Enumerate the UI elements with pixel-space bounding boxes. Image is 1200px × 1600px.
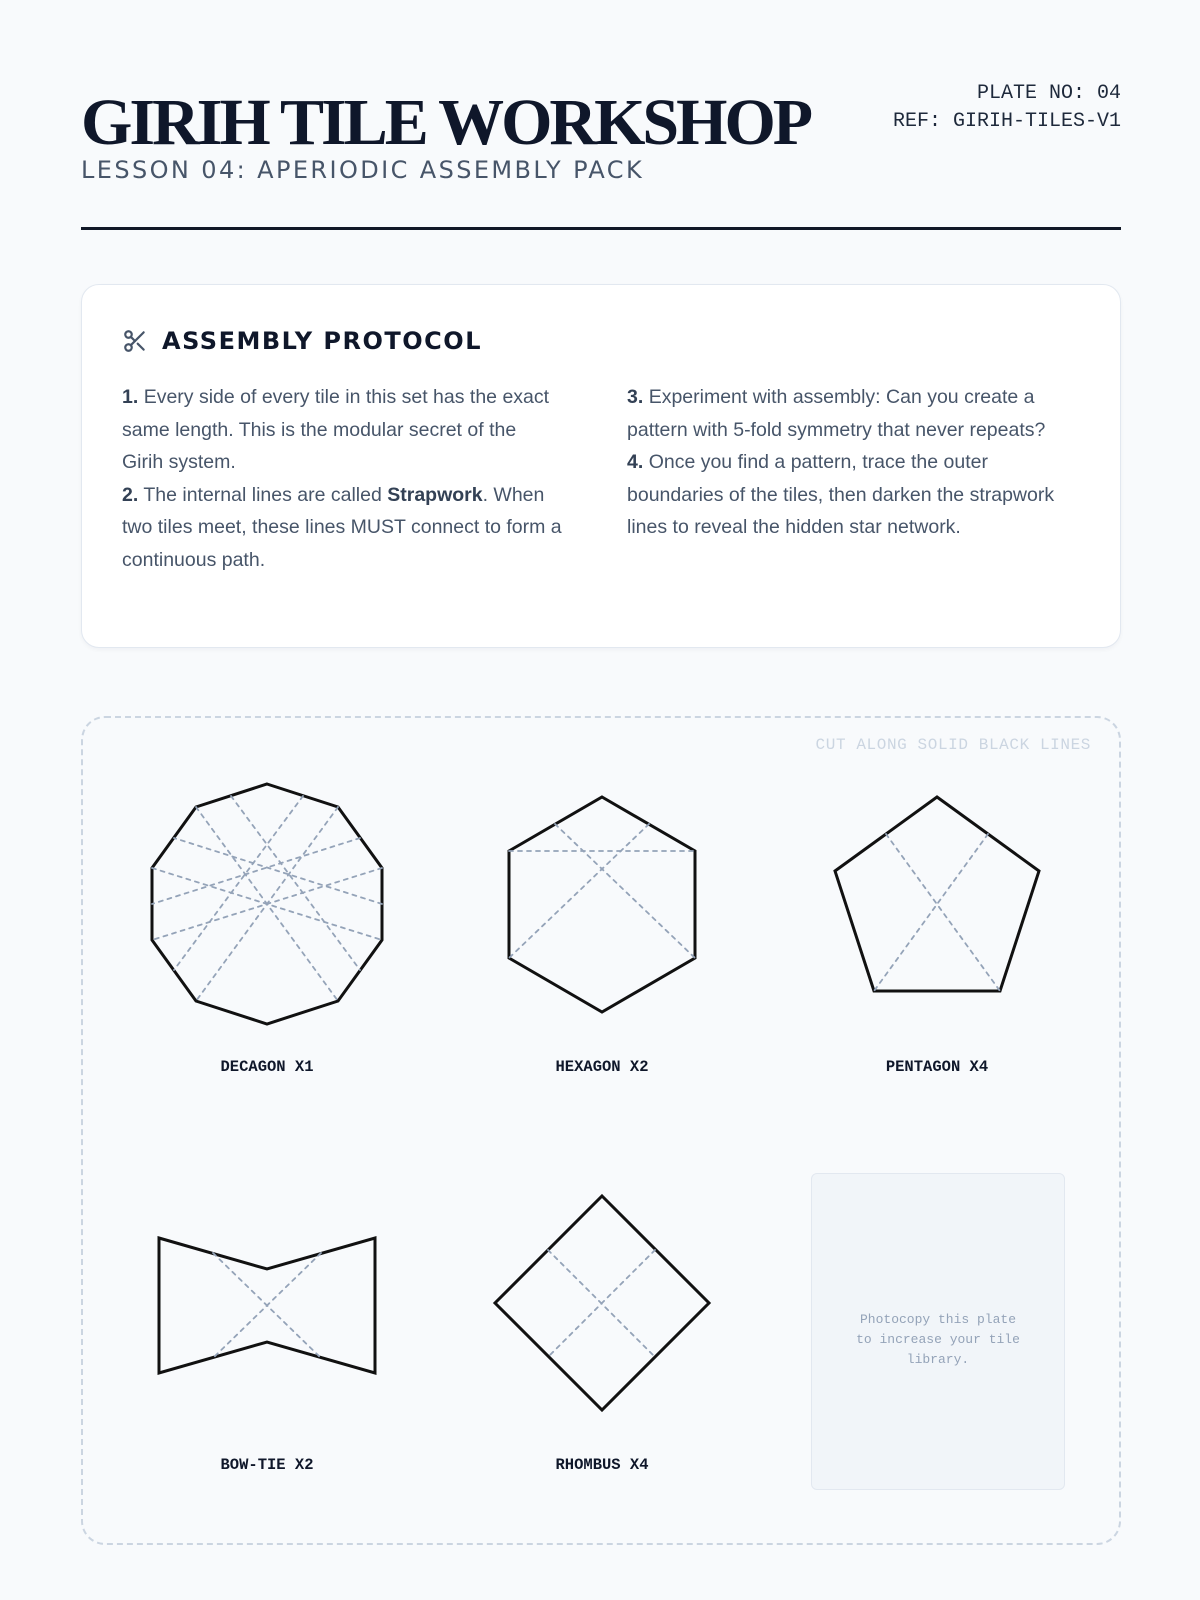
decagon-strapwork (152, 796, 382, 1001)
decagon-tile[interactable] (152, 784, 382, 1024)
step-2 (122, 479, 562, 577)
steps-column-left (122, 381, 562, 576)
assembly-protocol-card (81, 284, 1121, 648)
step-3 (627, 381, 1067, 446)
steps-column-right (627, 381, 1067, 544)
step-number: 3. (627, 386, 644, 408)
protocol-title: ASSEMBLY PROTOCOL (162, 327, 482, 355)
scissors-icon (122, 328, 148, 354)
protocol-header (122, 327, 482, 355)
hexagon-strapwork (509, 824, 695, 958)
hexagon-label: HEXAGON X2 (555, 1058, 649, 1076)
rhombus-strapwork (548, 1250, 655, 1357)
step-text: Experiment with assembly: Can you create a pattern with 5-fold symmetry that never repeats? (627, 386, 1046, 441)
step-number: 4. (627, 451, 644, 473)
cutout-sheet (81, 716, 1121, 1545)
pentagon-tile[interactable] (835, 797, 1039, 991)
step-text: Every side of every tile in this set has the exact same length. This is the modular secret of the Girih system. (122, 386, 550, 473)
photocopy-note: Photocopy this plate to increase your tile library. (856, 1312, 1020, 1367)
plate-reference: REF: GIRIH-TILES-V1 (892, 110, 1121, 133)
hexagon-tile[interactable] (509, 797, 695, 1012)
step-number: 2. (122, 483, 139, 506)
bow-tie-label: BOW-TIE X2 (220, 1456, 314, 1474)
plate-number: PLATE NO: 04 (976, 82, 1121, 105)
step-text: Once you find a pattern, trace the outer boundaries of the tiles, then darken the strapwork lines to reveal the hidden star network. (627, 451, 1055, 538)
decagon-label: DECAGON X1 (220, 1058, 314, 1076)
plate-info (893, 80, 1121, 136)
rhombus-label: RHOMBUS X4 (555, 1456, 649, 1474)
page-subtitle: LESSON 04: APERIODIC ASSEMBLY PACK (81, 156, 645, 184)
pentagon-label: PENTAGON X4 (885, 1058, 989, 1076)
step-1 (122, 381, 562, 479)
step-emphasis: Strapwork (387, 483, 483, 506)
page-header (81, 80, 1121, 230)
pentagon-strapwork (874, 834, 1000, 991)
step-text: . When two tiles meet, these lines MUST connect to form a continuous path. (122, 483, 562, 571)
photocopy-note-card (811, 1173, 1065, 1490)
step-number: 1. (122, 386, 139, 408)
rhombus-tile[interactable] (495, 1196, 709, 1410)
page-title: GIRIH TILE WORKSHOP (81, 86, 811, 159)
bow-tie-tile[interactable] (159, 1238, 375, 1373)
step-text: The internal lines are called (143, 483, 388, 506)
step-4 (627, 446, 1067, 544)
cut-instruction: CUT ALONG SOLID BLACK LINES (815, 736, 1091, 754)
